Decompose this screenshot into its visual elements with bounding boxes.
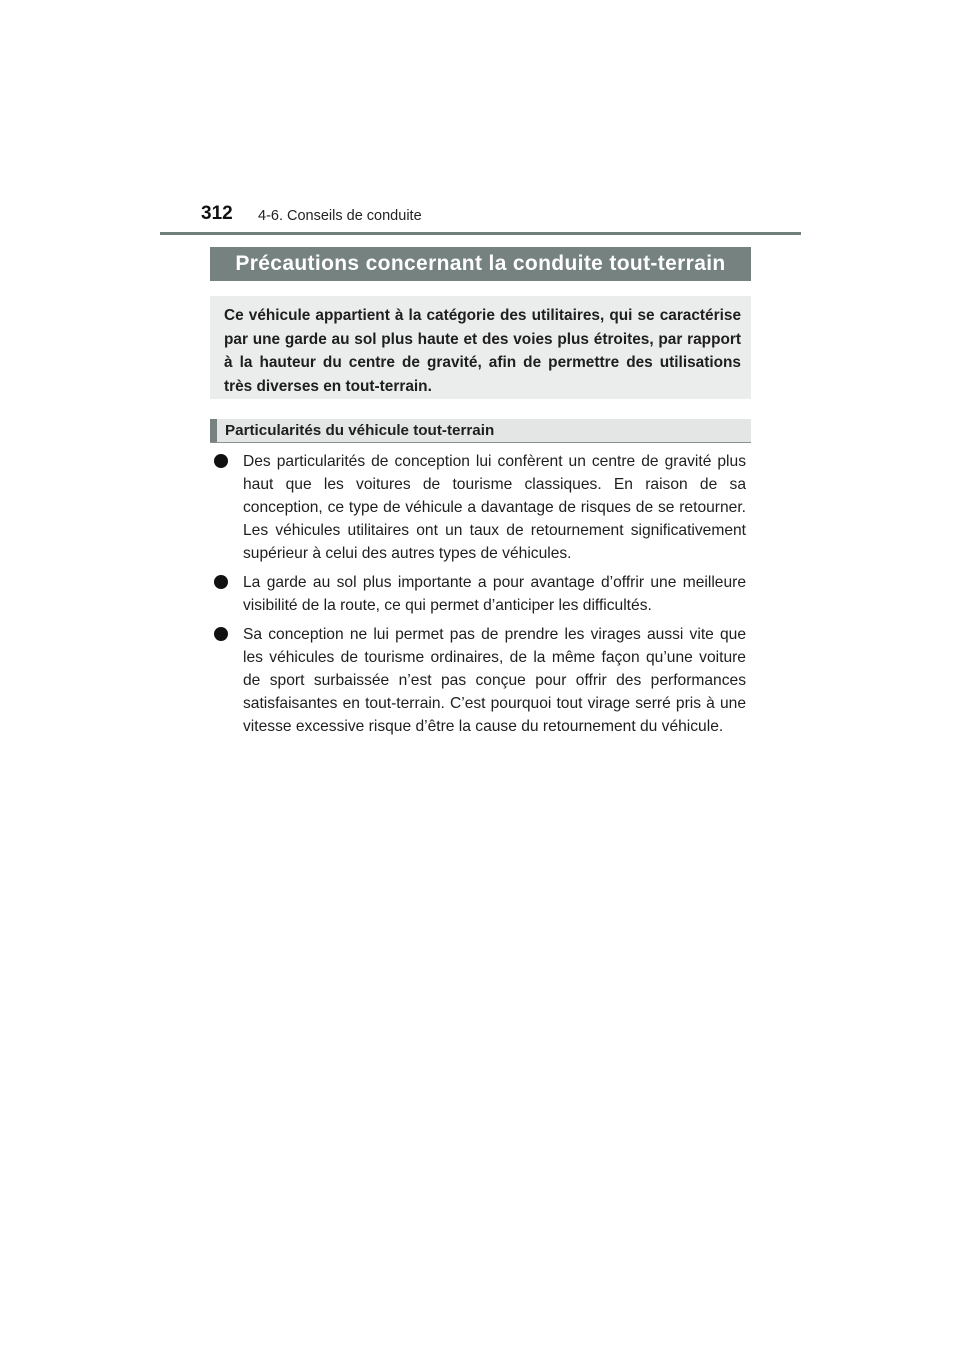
intro-box <box>210 296 751 399</box>
subheading-accent-bar <box>210 419 217 442</box>
subheading-text: Particularités du véhicule tout-terrain <box>225 422 495 439</box>
bullet-text: Des particularités de conception lui confèrent un centre de gravité plus haut que les voitures de tourisme classiques. En raison de sa conception, ce type de véhicule a davantage de risques de se retourner. Les véhicules utilitaires ont un taux de retournement significativement supérieur à celui des autres types de véhicules. <box>243 453 746 562</box>
list-item <box>214 450 746 565</box>
bullet-icon <box>214 627 228 641</box>
page-title: Précautions concernant la conduite tout-terrain <box>235 252 726 275</box>
header-divider <box>160 232 801 235</box>
section-subheading <box>210 419 751 443</box>
title-banner <box>210 247 751 281</box>
list-item <box>214 571 746 617</box>
bullet-icon <box>214 454 228 468</box>
bullet-text: La garde au sol plus importante a pour avantage d’offrir une meilleure visibilité de la route, ce qui permet d’anticiper les difficultés. <box>243 574 746 614</box>
bullet-list <box>214 450 746 744</box>
bullet-text: Sa conception ne lui permet pas de prendre les virages aussi vite que les véhicules de tourisme ordinaires, de la même façon qu’une voiture de sport surbaissée n’est pas conçue pour offrir des performances satisfaisantes en tout-terrain. C’est pourquoi tout virage serré pris à une vitesse excessive risque d’être la cause du retournement du véhicule. <box>243 626 746 735</box>
list-item <box>214 623 746 738</box>
page-number: 312 <box>201 203 233 224</box>
bullet-icon <box>214 575 228 589</box>
intro-paragraph: Ce véhicule appartient à la catégorie des utilitaires, qui se caractérise par une garde au sol plus haute et des voies plus étroites, par rapport à la hauteur du centre de gravité, afin de permettre des utilisations très diverses en tout-terrain. <box>224 307 741 395</box>
section-breadcrumb: 4-6. Conseils de conduite <box>258 208 422 224</box>
